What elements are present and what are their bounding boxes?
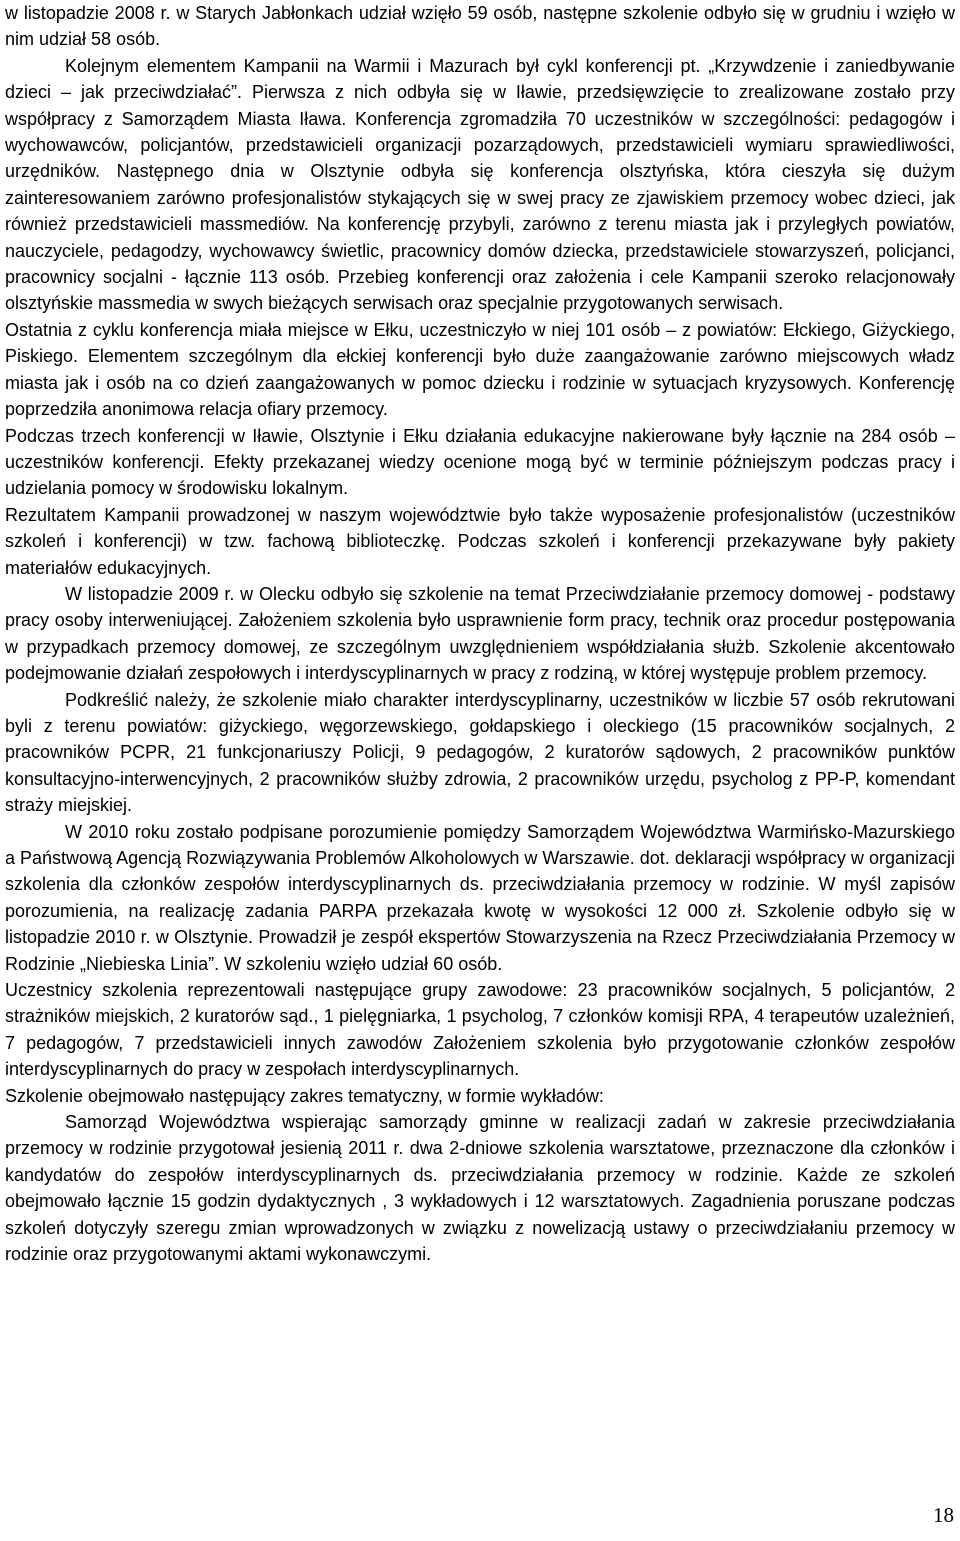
document-page — [5, 0, 955, 1268]
paragraph-konferencja-elk: Ostatnia z cyklu konferencja miała miejsce w Ełku, uczestniczyło w niej 101 osób – z powiatów: Ełckiego, Giżyckiego, Piskiego. Elementem szczególnym dla ełckiej konferencji było duże zaangażowanie zarówno miejscowych władz miasta jak i osób na co dzień zaangażowanych w pomoc dziecku i rodzinie w sytuacjach kryzysowych. Konferencję poprzedziła anonimowa relacja ofiary przemocy. — [5, 319, 955, 420]
paragraph-charakter-interdyscyplinarny: Podkreślić należy, że szkolenie miało charakter interdyscyplinarny, uczestników w liczbie 57 osób rekrutowani byli z terenu powiatów: giżyckiego, węgorzewskiego, gołdapskiego i oleckiego (15 pracowników socjalnych, 2 pracowników PCPR, 21 funkcjonariuszy Policji, 9 pedagogów, 2 kuratorów sądowych, 2 pracowników punktów konsultacyjno-interwencyjnych, 2 pracowników służby zdrowia, 2 pracowników urzędu, psycholog z PP-P, komendant straży miejskiej. — [5, 689, 955, 816]
paragraph-porozumienie-parpa: W 2010 roku zostało podpisane porozumienie pomiędzy Samorządem Województwa Warmińsko-Mazurskiego a Państwową Agencją Rozwiązywania Problemów Alkoholowych w Warszawie. dot. deklaracji współpracy w organizacji szkolenia dla członków zespołów interdyscyplinarnych ds. przeciwdziałania przemocy w rodzinie. W myśl zapisów porozumienia, na realizację zadania PARPA przekazała kwotę w wysokości 12 000 zł. Szkolenie odbyło się w listopadzie 2010 r. w Olsztynie. Prowadził je zespół ekspertów Stowarzyszenia na Rzecz Przeciwdziałania Przemocy w Rodzinie „Niebieska Linia”. W szkoleniu wzięło udział 60 osób. — [5, 821, 955, 974]
paragraph-fachowa-biblioteczka: Rezultatem Kampanii prowadzonej w naszym województwie było także wyposażenie profesjonalistów (uczestników szkoleń i konferencji) w tzw. fachową biblioteczkę. Podczas szkoleń i konferencji przekazywane były pakiety materiałów edukacyjnych. — [5, 504, 955, 578]
paragraph-szkolenie-starych-jablonkach: w listopadzie 2008 r. w Starych Jabłonkach udział wzięło 59 osób, następne szkolenie odbyło się w grudniu i wzięło w nim udział 58 osób. — [5, 3, 955, 50]
page-number: 18 — [933, 1503, 954, 1527]
paragraph-cykl-konferencji: Kolejnym elementem Kampanii na Warmii i Mazurach był cykl konferencji pt. „Krzywdzenie i zaniedbywanie dzieci – jak przeciwdziałać”. Pierwsza z nich odbyła się w Iławie, przedsięwzięcie to zrealizowane zostało przy współpracy z Samorządem Miasta Iława. Konferencja zgromadziła 70 uczestników w szczególności: pedagogów i wychowawców, policjantów, przedstawicieli organizacji pozarządowych, przedstawicieli wymiaru sprawiedliwości, urzędników. Następnego dnia w Olsztynie odbyła się konferencja olsztyńska, która cieszyła się dużym zainteresowaniem zarówno profesjonalistów stykających się w swej pracy ze zjawiskiem przemocy wobec dzieci, jak również przedstawicieli massmediów. Na konferencję przybyli, zarówno z terenu miasta jak i przyległych powiatów, nauczyciele, pedagodzy, wychowawcy świetlic, pracownicy domów dziecka, przedstawiciele stowarzyszeń, policjanci, pracownicy socjalni - łącznie 113 osób. Przebieg konferencji oraz założenia i cele Kampanii szeroko relacjonowały olsztyńskie massmedia w swych bieżących serwisach oraz specjalnie przygotowanych serwisach. — [5, 55, 955, 314]
paragraph-szkolenie-olecko: W listopadzie 2009 r. w Olecku odbyło się szkolenie na temat Przeciwdziałanie przemocy domowej - podstawy pracy osoby interweniującej. Założeniem szkolenia było usprawnienie form pracy, technik oraz procedur postępowania w przypadkach przemocy domowej, ze szczególnym uwzględnieniem współdziałania służb. Szkolenie akcentowało podejmowanie działań zespołowych i interdyscyplinarnych w pracy z rodziną, w której występuje problem przemocy. — [5, 583, 955, 684]
paragraph-podsumowanie-konferencji: Podczas trzech konferencji w Iławie, Olsztynie i Ełku działania edukacyjne nakierowane były łącznie na 284 osób – uczestników konferencji. Efekty przekazanej wiedzy ocenione mogą być w terminie późniejszym podczas pracy i udzielania pomocy w środowisku lokalnym. — [5, 425, 955, 499]
paragraph-szkolenia-warsztatowe: Samorząd Województwa wspierając samorządy gminne w realizacji zadań w zakresie przeciwdziałania przemocy w rodzinie przygotował jesienią 2011 r. dwa 2-dniowe szkolenia warsztatowe, przeznaczone dla członków i kandydatów do zespołów interdyscyplinarnych ds. przeciwdziałania przemocy w rodzinie. Każde ze szkoleń obejmowało łącznie 15 godzin dydaktycznych , 3 wykładowych i 12 warsztatowych. Zagadnienia poruszane podczas szkoleń dotyczyły szeregu zmian wprowadzonych w związku z nowelizacją ustawy o przeciwdziałaniu przemocy w rodzinie oraz przygotowanymi aktami wykonawczymi. — [5, 1112, 955, 1265]
paragraph-zakres-tematyczny: Szkolenie obejmowało następujący zakres tematyczny, w formie wykładów: — [5, 1085, 604, 1106]
paragraph-uczestnicy-szkolenia: Uczestnicy szkolenia reprezentowali następujące grupy zawodowe: 23 pracowników socjalnych, 5 policjantów, 2 strażników miejskich, 2 kuratorów sąd., 1 pielęgniarka, 1 psycholog, 7 członków komisji RPA, 4 terapeutów uzależnień, 7 pedagogów, 7 przedstawicieli innych zawodów Założeniem szkolenia było przygotowanie członków zespołów interdyscyplinarnych do pracy w zespołach interdyscyplinarnych. — [5, 980, 955, 1080]
